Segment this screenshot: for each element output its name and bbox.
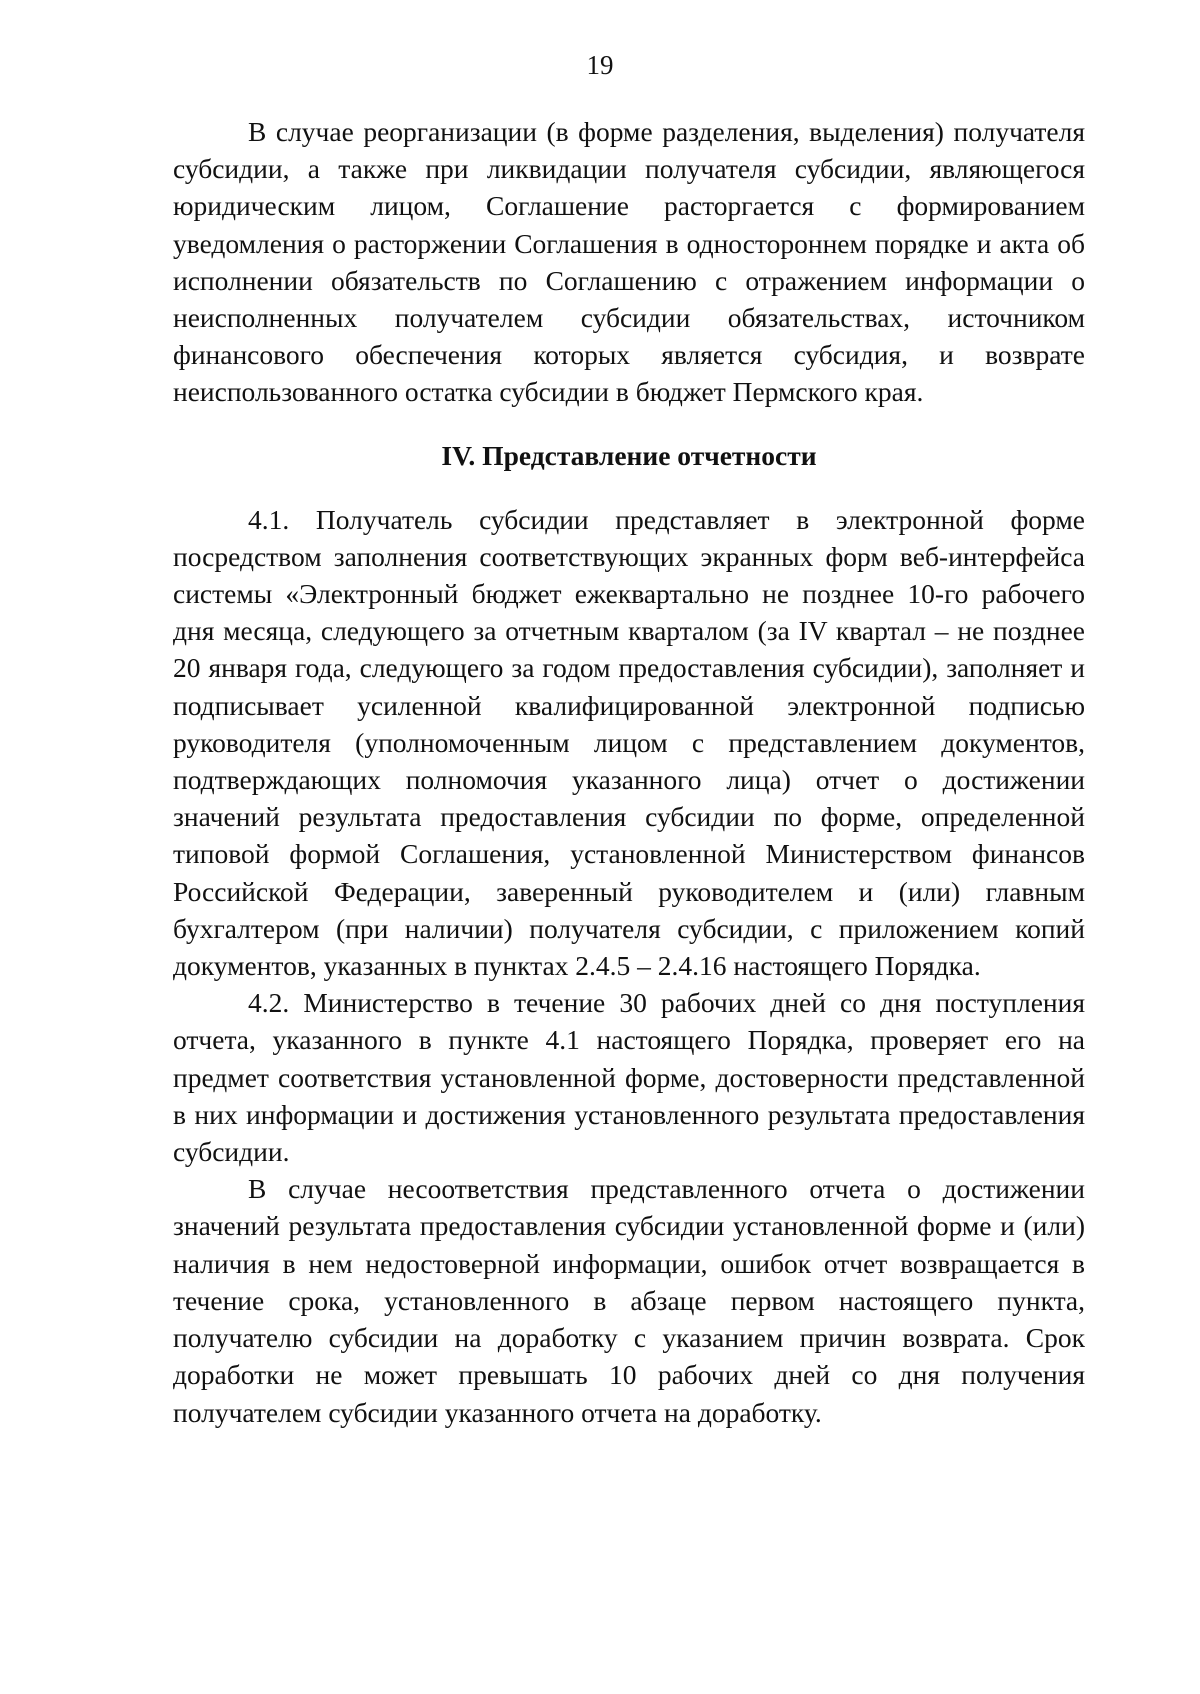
- paragraph-reorganization: В случае реорганизации (в форме разделения, выделения) получателя субсидии, а также при ликвидации получателя субсидии, являющегося юридическим лицом, Соглашение расторгается с формированием уведомления о расторжении Соглашения в одностороннем порядке и акта об исполнении обязательств по Соглашению с отражением информации о неисполненных получателем субсидии обязательствах, источником финансового обеспечения которых является субсидия, и возврате неиспользованного остатка субсидии в бюджет Пермского края.: [173, 116, 1085, 408]
- document-body: [173, 113, 1085, 1431]
- page-number: 19: [586, 50, 614, 80]
- paragraph-4-1: 4.1. Получатель субсидии представляет в электронной форме посредством заполнения соответствующих экранных форм веб-интерфейса системы «Электронный бюджет ежеквартально не позднее 10-го рабочего дня месяца, следующего за отчетным кварталом (за IV квартал – не позднее 20 января года, следующего за годом предоставления субсидии), заполняет и подписывает усиленной квалифицированной электронной подписью руководителя (уполномоченным лицом с представлением документов, подтверждающих полномочия указанного лица) отчет о достижении значений результата предоставления субсидии по форме, определенной типовой формой Соглашения, установленной Министерством финансов Российской Федерации, заверенный руководителем и (или) главным бухгалтером (при наличии) получателя субсидии, с приложением копий документов, указанных в пунктах 2.4.5 – 2.4.16 настоящего Порядка.: [173, 503, 1085, 982]
- section-heading: IV. Представление отчетности: [441, 439, 817, 471]
- paragraph-4-2: 4.2. Министерство в течение 30 рабочих дней со дня поступления отчета, указанного в пункте 4.1 настоящего Порядка, проверяет его на предмет соответствия установленной форме, достоверности представленной в них информации и достижения установленного результата предоставления субсидии.: [173, 987, 1085, 1168]
- paragraph-return-report: В случае несоответствия представленного отчета о достижении значений результата предоставления субсидии установленной форме и (или) наличия в нем недостоверной информации, ошибок отчет возвращается в течение срока, установленного в абзаце первом настоящего пункта, получателю субсидии на доработку с указанием причин возврата. Срок доработки не может превышать 10 рабочих дней со дня получения получателем субсидии указанного отчета на доработку.: [173, 1173, 1085, 1428]
